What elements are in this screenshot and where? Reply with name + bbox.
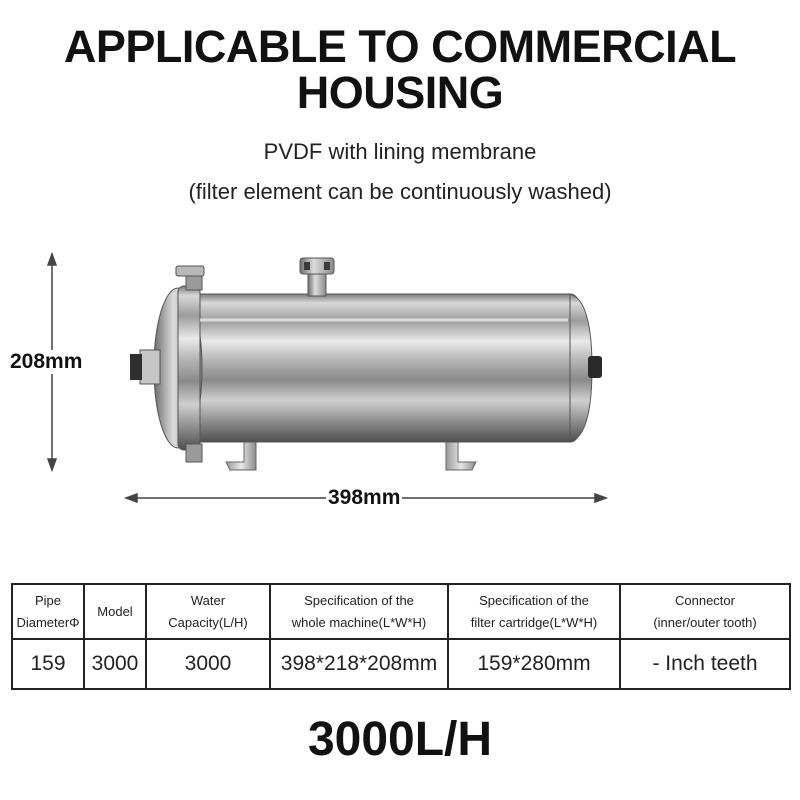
cell-model: 3000 — [84, 639, 146, 689]
title-line-1: APPLICABLE TO COMMERCIAL — [63, 21, 737, 72]
capacity-label: 3000L/H — [307, 713, 493, 766]
subtitle-line-2: (filter element can be continuously washed) — [188, 179, 612, 204]
cell-machine-spec: 398*218*208mm — [270, 639, 448, 689]
housing-body — [182, 294, 578, 442]
cell-cartridge-spec: 159*280mm — [448, 639, 620, 689]
title-line-2: HOUSING — [296, 67, 504, 118]
inlet-connector — [130, 350, 160, 384]
table-header-row — [12, 584, 790, 639]
clamp-flange — [154, 266, 204, 462]
spec-table — [11, 583, 791, 690]
cell-connector: - Inch teeth — [620, 639, 790, 689]
table-row — [12, 639, 790, 689]
subtitle-line-1: PVDF with lining membrane — [263, 139, 537, 164]
header-connector: Connector (inner/outer tooth) — [620, 584, 790, 639]
header-cartridge-spec: Specification of the filter cartridge(L*W*H) — [448, 584, 620, 639]
header-machine-spec: Specification of the whole machine(L*W*H) — [270, 584, 448, 639]
height-label: 208mm — [10, 350, 83, 373]
top-vent-port — [300, 258, 334, 296]
page-title — [0, 21, 800, 118]
header-model: Model — [84, 584, 146, 639]
length-label: 398mm — [328, 486, 401, 509]
header-water-capacity: Water Capacity(L/H) — [146, 584, 270, 639]
cell-water-capacity: 3000 — [146, 639, 270, 689]
header-pipe-diameter: Pipe DiameterΦ — [12, 584, 84, 639]
cell-pipe-diameter: 159 — [12, 639, 84, 689]
